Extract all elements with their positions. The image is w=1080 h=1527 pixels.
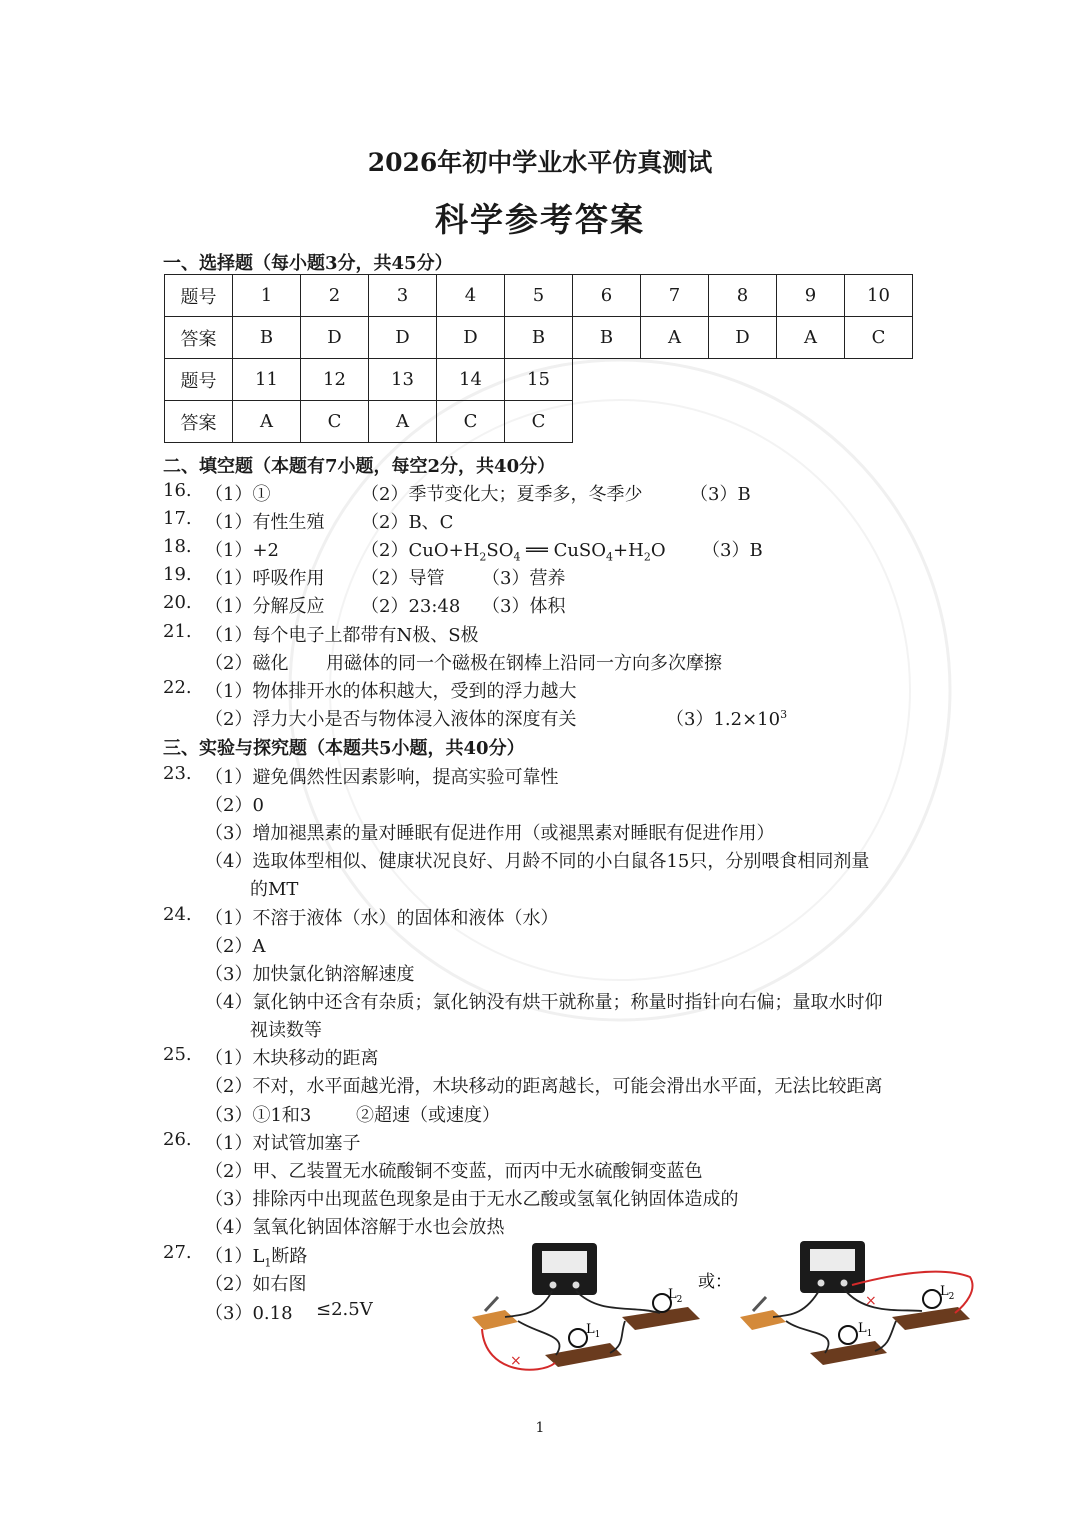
answer-part: （3）体积 [482,596,566,617]
question-number: 20. [163,592,192,613]
table-cell: 10 [845,275,913,317]
table-cell: C [845,317,913,359]
circuit-left [472,1243,700,1370]
table-cell: A [777,317,845,359]
table-cell: B [233,317,301,359]
table-cell: 9 [777,275,845,317]
table-cell: 8 [709,275,777,317]
answer-part: （3）B [690,484,751,505]
table-cell: 14 [437,359,505,401]
table-cell: B [573,317,641,359]
answer-part: （1）不溶于液体（水）的固体和液体（水） [205,908,559,929]
answer-part: （4）氢氧化钠固体溶解于水也会放热 [205,1217,505,1238]
answer-part: （2）导管 [361,568,445,589]
answer-part: （2）B、C [361,512,454,533]
page-subtitle: 科学参考答案 [435,200,645,239]
question-number: 27. [163,1242,192,1263]
answer-part: （1）呼吸作用 [205,568,325,589]
switch-icon [740,1310,786,1330]
table-cell: C [505,401,573,443]
table-cell: A [369,401,437,443]
question-number: 26. [163,1129,192,1150]
answer-part: （1）木块移动的距离 [205,1048,379,1069]
answer-part: （3）B [702,540,763,561]
question-number: 17. [163,508,192,529]
answer-part: 的MT [250,879,299,900]
answer-part: 用磁体的同一个磁极在钢棒上沿同一方向多次摩擦 [326,653,722,674]
answer-part: （2）23:48 [361,596,461,617]
table-cell: 题号 [165,359,233,401]
svg-text:×: × [865,1293,877,1309]
table-cell: D [301,317,369,359]
answer-part: （4）选取体型相似、健康状况良好、月龄不同的小白鼠各15只，分别喂食相同剂量 [205,851,870,872]
answer-part: （2）甲、乙装置无水硫酸铜不变蓝，而丙中无水硫酸铜变蓝色 [205,1161,703,1182]
page-number: 1 [535,1420,545,1436]
section1-heading: 一、选择题（每小题3分，共45分） [163,253,453,274]
table-cell: 6 [573,275,641,317]
circuit-diagram [460,1235,980,1395]
answer-16 [163,480,192,501]
table-cell: 答案 [165,401,233,443]
answer-part: （1）物体排开水的体积越大，受到的浮力越大 [205,681,577,702]
table-cell: D [369,317,437,359]
answer-part: （3）①1和3 [205,1105,312,1126]
table-cell: 3 [369,275,437,317]
question-number: 21. [163,621,192,642]
answer-part: （3）加快氯化钠溶解速度 [205,964,415,985]
table-row [165,317,913,359]
answer-part: ②超速（或速度） [356,1105,500,1126]
table-cell: D [709,317,777,359]
question-number: 24. [163,904,192,925]
answer-part: （1）避免偶然性因素影响，提高实验可靠性 [205,767,559,788]
table-cell: 12 [301,359,369,401]
table-cell: A [641,317,709,359]
answer-part: （1）对试管加塞子 [205,1133,361,1154]
question-number: 18. [163,536,192,557]
answer-part: （4）氯化钠中还含有杂质；氯化钠没有烘干就称量；称量时指针向右偏；量取水时仰 [205,992,883,1013]
answer-part: 视读数等 [250,1020,322,1041]
table-cell: A [233,401,301,443]
table-cell: 11 [233,359,301,401]
answer-part: （2）如右图 [205,1274,307,1295]
answer-part: （1）有性生殖 [205,512,325,533]
answer-part: ≤2.5V [316,1299,373,1320]
section2-heading: 二、填空题（本题有7小题，每空2分，共40分） [163,456,556,477]
table-cell: D [437,317,505,359]
svg-text:×: × [510,1353,522,1369]
or-label: 或： [698,1272,732,1292]
answer-part: $(3)1.2\times 10^3$ [666,708,788,730]
table-cell: C [301,401,369,443]
question-number: 19. [163,564,192,585]
answer-part: （2）A [205,936,266,957]
label-l2: $L_2$ [940,1284,955,1302]
answer-part: （1）每个电子上都带有N极、S极 [205,625,479,646]
table-cell: 2 [301,275,369,317]
answer-part: （2）0 [205,795,264,816]
answer-table [164,274,913,443]
answer-part: （1）+2 [205,540,279,561]
label-l1: $L_1$ [858,1321,873,1339]
table-cell: C [437,401,505,443]
answer-part: （2）浮力大小是否与物体浸入液体的深度有关 [205,709,577,730]
table-cell: 5 [505,275,573,317]
table-cell: B [505,317,573,359]
answer-part: （3）增加褪黑素的量对睡眠有促进作用（或褪黑素对睡眠有促进作用） [205,823,775,844]
answer-part: （2）磁化 [205,653,289,674]
answer-part: （2）不对，水平面越光滑，木块移动的距离越长，可能会滑出水平面，无法比较距离 [205,1076,883,1097]
circuit-right [740,1241,972,1365]
table-cell: 7 [641,275,709,317]
section3-heading: 三、实验与探究题（本题共5小题，共40分） [163,738,525,759]
answer-part: （1）分解反应 [205,596,325,617]
question-number: 16. [163,480,192,501]
answer-part: （3）0.18 [205,1303,293,1324]
table-cell: 1 [233,275,301,317]
table-row [165,359,913,401]
table-cell: 15 [505,359,573,401]
question-number: 23. [163,763,192,784]
table-row [165,401,913,443]
table-cell: 13 [369,359,437,401]
table-cell: 题号 [165,275,233,317]
answer-part: $(1)L_1$断路 [205,1246,308,1270]
question-number: 22. [163,677,192,698]
label-l2: $L_2$ [668,1287,683,1305]
label-l1: $L_1$ [586,1322,601,1340]
table-row [165,275,913,317]
table-cell: 4 [437,275,505,317]
answer-part: （3）排除丙中出现蓝色现象是由于无水乙酸或氢氧化钠固体造成的 [205,1189,739,1210]
answer-part: （2）季节变化大；夏季多，冬季少 [361,484,643,505]
chemical-equation: $(2)CuO+H_2SO_4$ ══ $CuSO_4+H_2O$ [361,540,666,564]
answer-part: （1）① [205,484,271,505]
page-title: 2026年初中学业水平仿真测试 [367,148,713,177]
answer-part: （3）营养 [482,568,566,589]
table-cell: 答案 [165,317,233,359]
switch-icon [472,1310,518,1330]
question-number: 25. [163,1044,192,1065]
